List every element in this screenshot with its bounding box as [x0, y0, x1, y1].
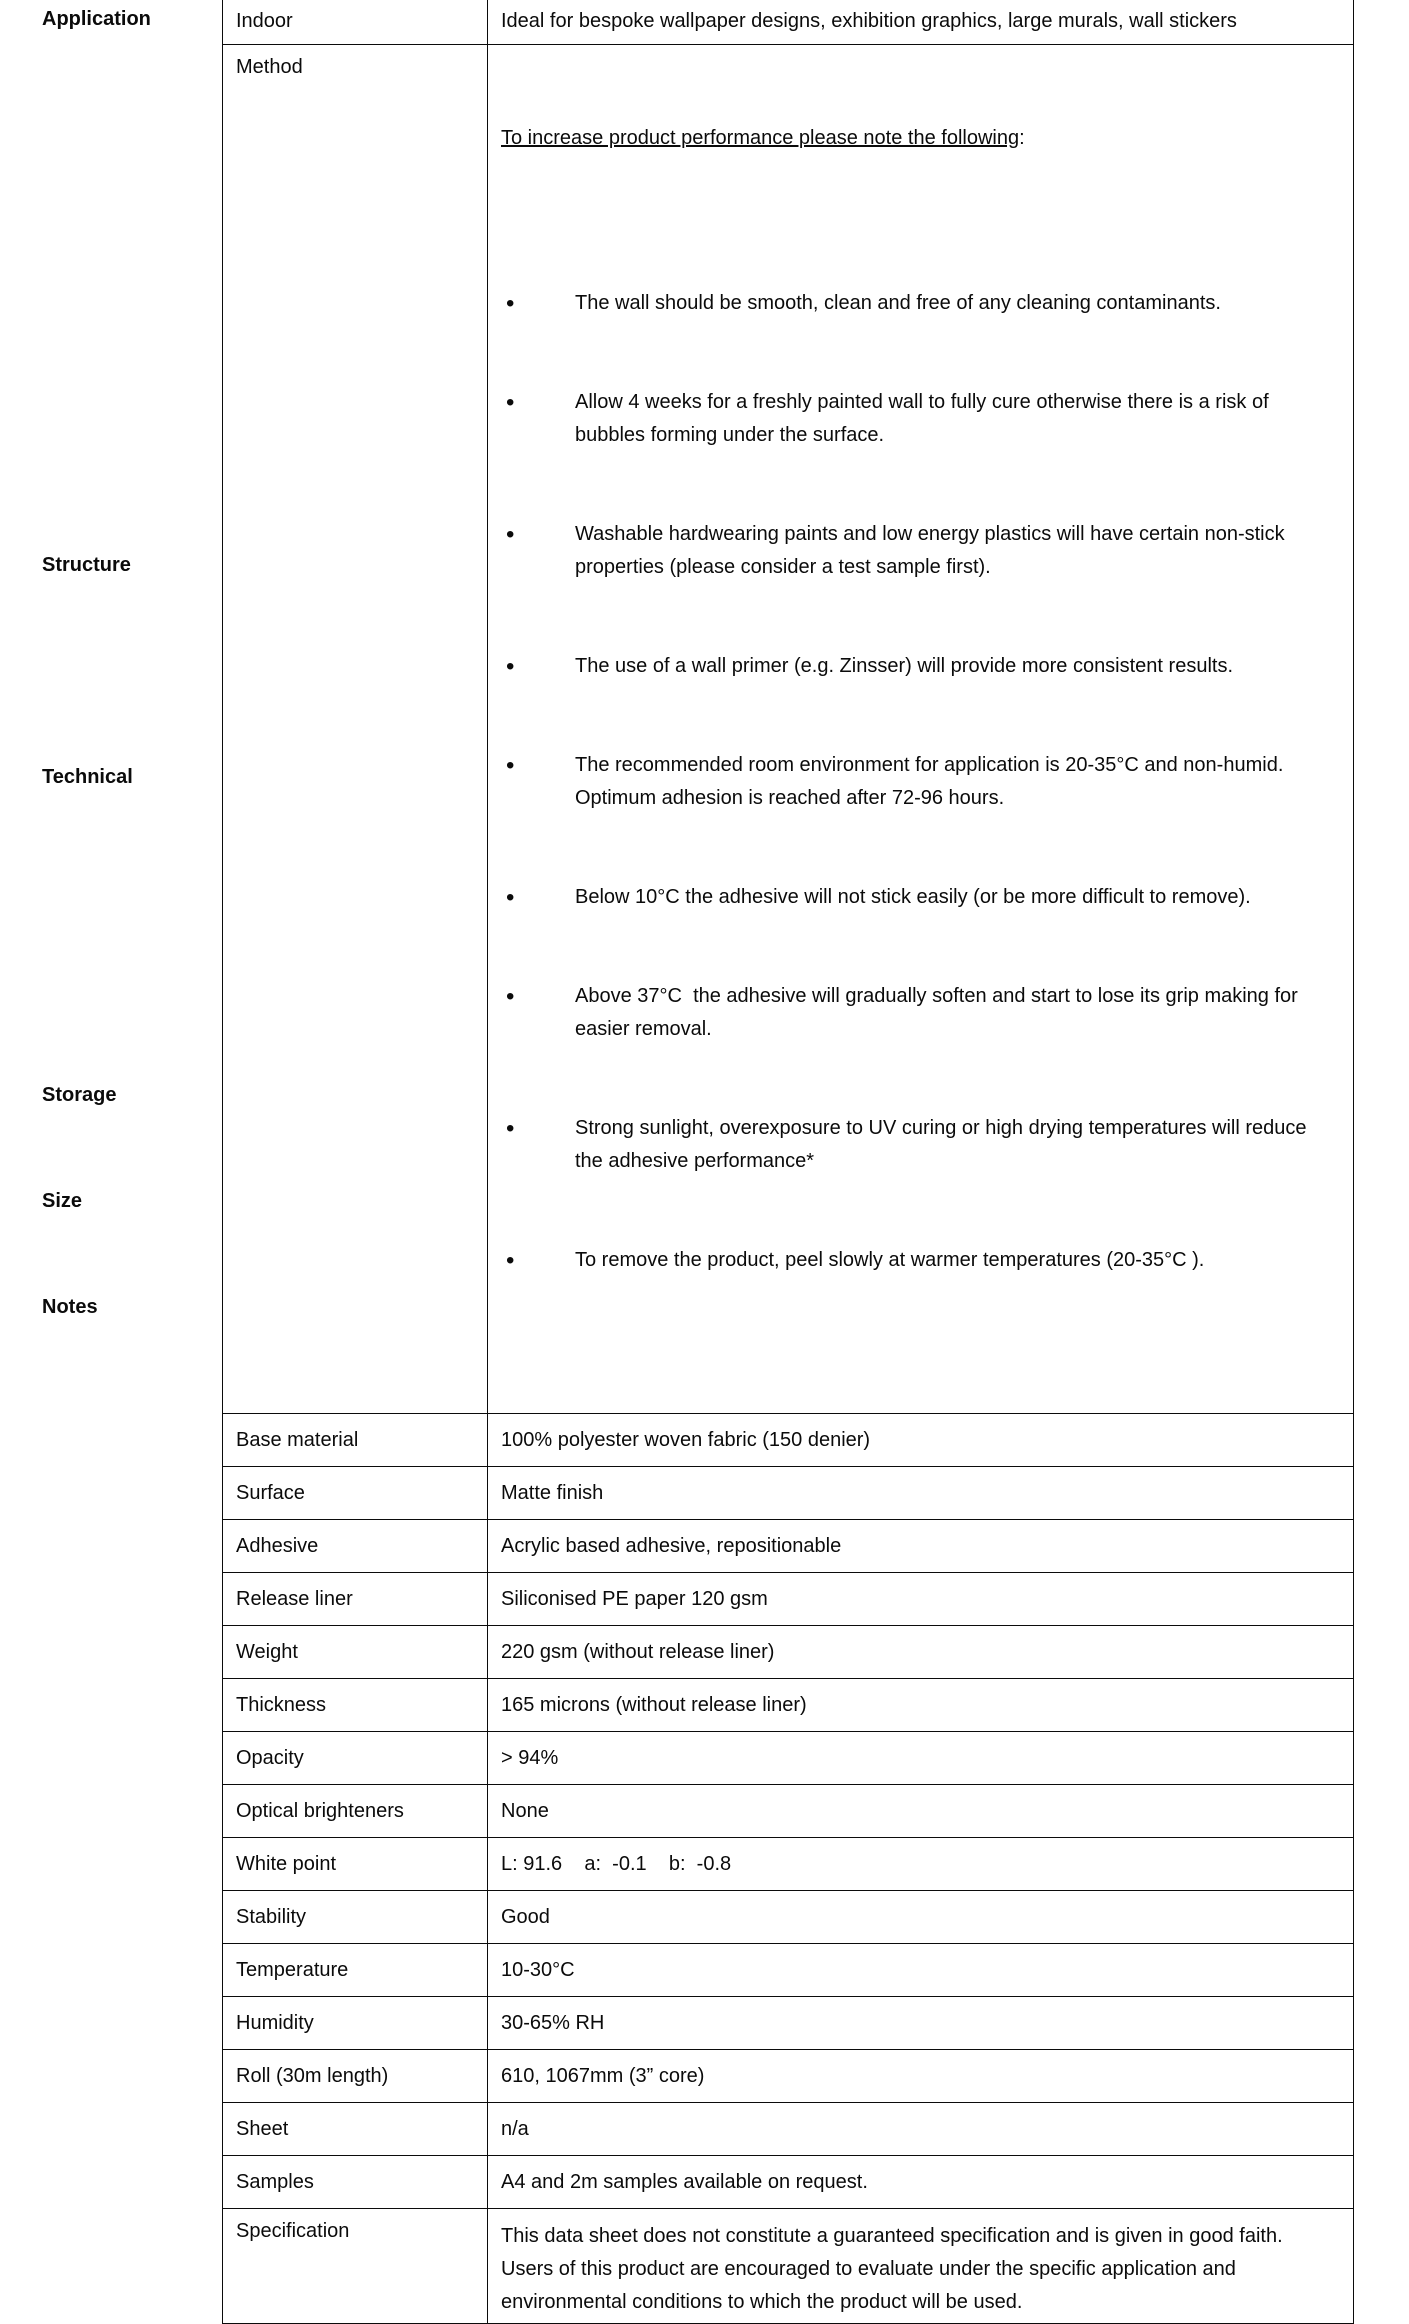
table-row-samples — [223, 2156, 1354, 2209]
row-value: 610, 1067mm (3” core) — [488, 2050, 1354, 2103]
bullet-item: • The wall should be smooth, clean and free of any cleaning contaminants. — [501, 287, 1335, 320]
table-row-opacity — [223, 1732, 1354, 1785]
row-label: Temperature — [223, 1944, 488, 1997]
section-label-size: Size — [42, 1190, 83, 1212]
table-row-white-point — [223, 1838, 1354, 1891]
bullet-item: • Above 37°C the adhesive will gradually soften and start to lose its grip making for easier removal. — [501, 980, 1335, 1046]
row-value: This data sheet does not constitute a guaranteed specification and is given in good faith. Users of this product are encouraged to evaluate under the specific application and environmental conditions to which the product will be used. — [488, 2209, 1354, 2324]
bullet-item: • Below 10°C the adhesive will not stick easily (or be more difficult to remove). — [501, 881, 1335, 914]
row-label: Indoor — [223, 0, 488, 45]
row-value: A4 and 2m samples available on request. — [488, 2156, 1354, 2209]
table-row-sheet — [223, 2103, 1354, 2156]
row-label: White point — [223, 1838, 488, 1891]
row-value: 30-65% RH — [488, 1997, 1354, 2050]
row-label: Opacity — [223, 1732, 488, 1785]
table-row-temperature — [223, 1944, 1354, 1997]
section-label-structure: Structure — [42, 554, 131, 576]
row-value: None — [488, 1785, 1354, 1838]
row-label: Thickness — [223, 1679, 488, 1732]
table-row-specification — [223, 2209, 1354, 2324]
method-heading-line — [501, 122, 1335, 155]
row-value: Good — [488, 1891, 1354, 1944]
row-label: Samples — [223, 2156, 488, 2209]
table-row-optical-brighteners — [223, 1785, 1354, 1838]
row-value: Acrylic based adhesive, repositionable — [488, 1520, 1354, 1573]
row-label: Humidity — [223, 1997, 488, 2050]
row-value: 220 gsm (without release liner) — [488, 1626, 1354, 1679]
row-label: Release liner — [223, 1573, 488, 1626]
row-value: 165 microns (without release liner) — [488, 1679, 1354, 1732]
bullet-item: • The use of a wall primer (e.g. Zinsser) will provide more consistent results. — [501, 650, 1335, 683]
row-label: Method — [223, 45, 488, 1414]
row-value-method — [488, 45, 1354, 1414]
method-heading-colon: : — [1019, 127, 1025, 149]
row-value: > 94% — [488, 1732, 1354, 1785]
bullet-item: • The recommended room environment for application is 20-35°C and non-humid. Optimum adhesion is reached after 72-96 hours. — [501, 749, 1335, 815]
table-row-surface — [223, 1467, 1354, 1520]
row-label: Sheet — [223, 2103, 488, 2156]
row-value: n/a — [488, 2103, 1354, 2156]
table-row-release-liner — [223, 1573, 1354, 1626]
row-label: Weight — [223, 1626, 488, 1679]
table-row-humidity — [223, 1997, 1354, 2050]
row-label: Adhesive — [223, 1520, 488, 1573]
row-value: Ideal for bespoke wallpaper designs, exhibition graphics, large murals, wall stickers — [488, 0, 1354, 45]
section-label-storage: Storage — [42, 1084, 117, 1106]
table-row-weight — [223, 1626, 1354, 1679]
row-value: Matte finish — [488, 1467, 1354, 1520]
row-value: L: 91.6 a: -0.1 b: -0.8 — [488, 1838, 1354, 1891]
row-value: Siliconised PE paper 120 gsm — [488, 1573, 1354, 1626]
bullet-item: • Strong sunlight, overexposure to UV curing or high drying temperatures will reduce the adhesive performance* — [501, 1112, 1335, 1178]
table-row-roll — [223, 2050, 1354, 2103]
row-label: Surface — [223, 1467, 488, 1520]
row-label: Base material — [223, 1414, 488, 1467]
bullet-item: • Allow 4 weeks for a freshly painted wall to fully cure otherwise there is a risk of bubbles forming under the surface. — [501, 386, 1335, 452]
bullet-item: • Washable hardwearing paints and low energy plastics will have certain non-stick properties (please consider a test sample first). — [501, 518, 1335, 584]
method-heading: To increase product performance please note the following — [501, 127, 1020, 149]
table-row-stability — [223, 1891, 1354, 1944]
section-label-application: Application — [42, 8, 151, 30]
row-label: Roll (30m length) — [223, 2050, 488, 2103]
section-label-technical: Technical — [42, 766, 133, 788]
row-label: Stability — [223, 1891, 488, 1944]
row-value: 100% polyester woven fabric (150 denier) — [488, 1414, 1354, 1467]
row-value: 10-30°C — [488, 1944, 1354, 1997]
table-row-indoor — [223, 0, 1354, 45]
table-row-thickness — [223, 1679, 1354, 1732]
table-row-adhesive — [223, 1520, 1354, 1573]
spec-table — [222, 0, 1354, 2324]
table-row-base-material — [223, 1414, 1354, 1467]
bullet-item: • To remove the product, peel slowly at warmer temperatures (20-35°C ). — [501, 1244, 1335, 1277]
method-bullet-list — [501, 221, 1335, 1343]
section-label-notes: Notes — [42, 1296, 98, 1318]
row-label: Specification — [223, 2209, 488, 2324]
table-row-method — [223, 45, 1354, 1414]
row-label: Optical brighteners — [223, 1785, 488, 1838]
